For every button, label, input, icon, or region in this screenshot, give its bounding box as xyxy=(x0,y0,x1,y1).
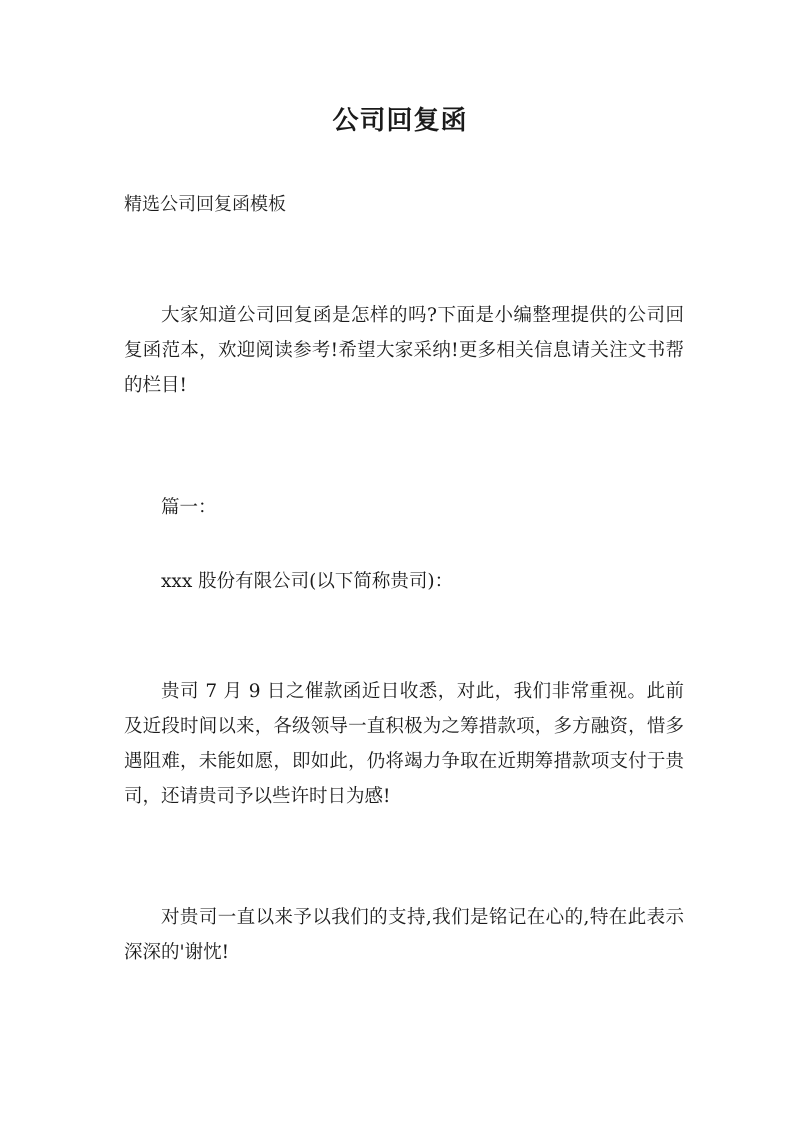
salutation: xxx 股份有限公司(以下简称贵司)： xyxy=(161,571,454,592)
document-title: 公司回复函 xyxy=(332,106,468,136)
body-paragraph: 贵司 7 月 9 日之催款函近日收悉，对此，我们非常重视。此前及近段时间以来，各级领导一直积极为之筹措款项，多方融资，惜多遇阻难，未能如愿，即如此，仍将竭力争取在近期筹措款项支付于贵司，还请贵司予以些许时日为感! xyxy=(124,681,684,807)
intro-paragraph: 大家知道公司回复函是怎样的吗?下面是小编整理提供的公司回复函范本，欢迎阅读参考!希望大家采纳!更多相关信息请关注文书帮的栏目! xyxy=(124,305,684,396)
document-subtitle: 精选公司回复函模板 xyxy=(124,194,286,215)
section-heading: 篇一： xyxy=(161,497,217,518)
closing-paragraph: 对贵司一直以来予以我们的支持,我们是铭记在心的,特在此表示深深的'谢忱! xyxy=(124,907,684,963)
